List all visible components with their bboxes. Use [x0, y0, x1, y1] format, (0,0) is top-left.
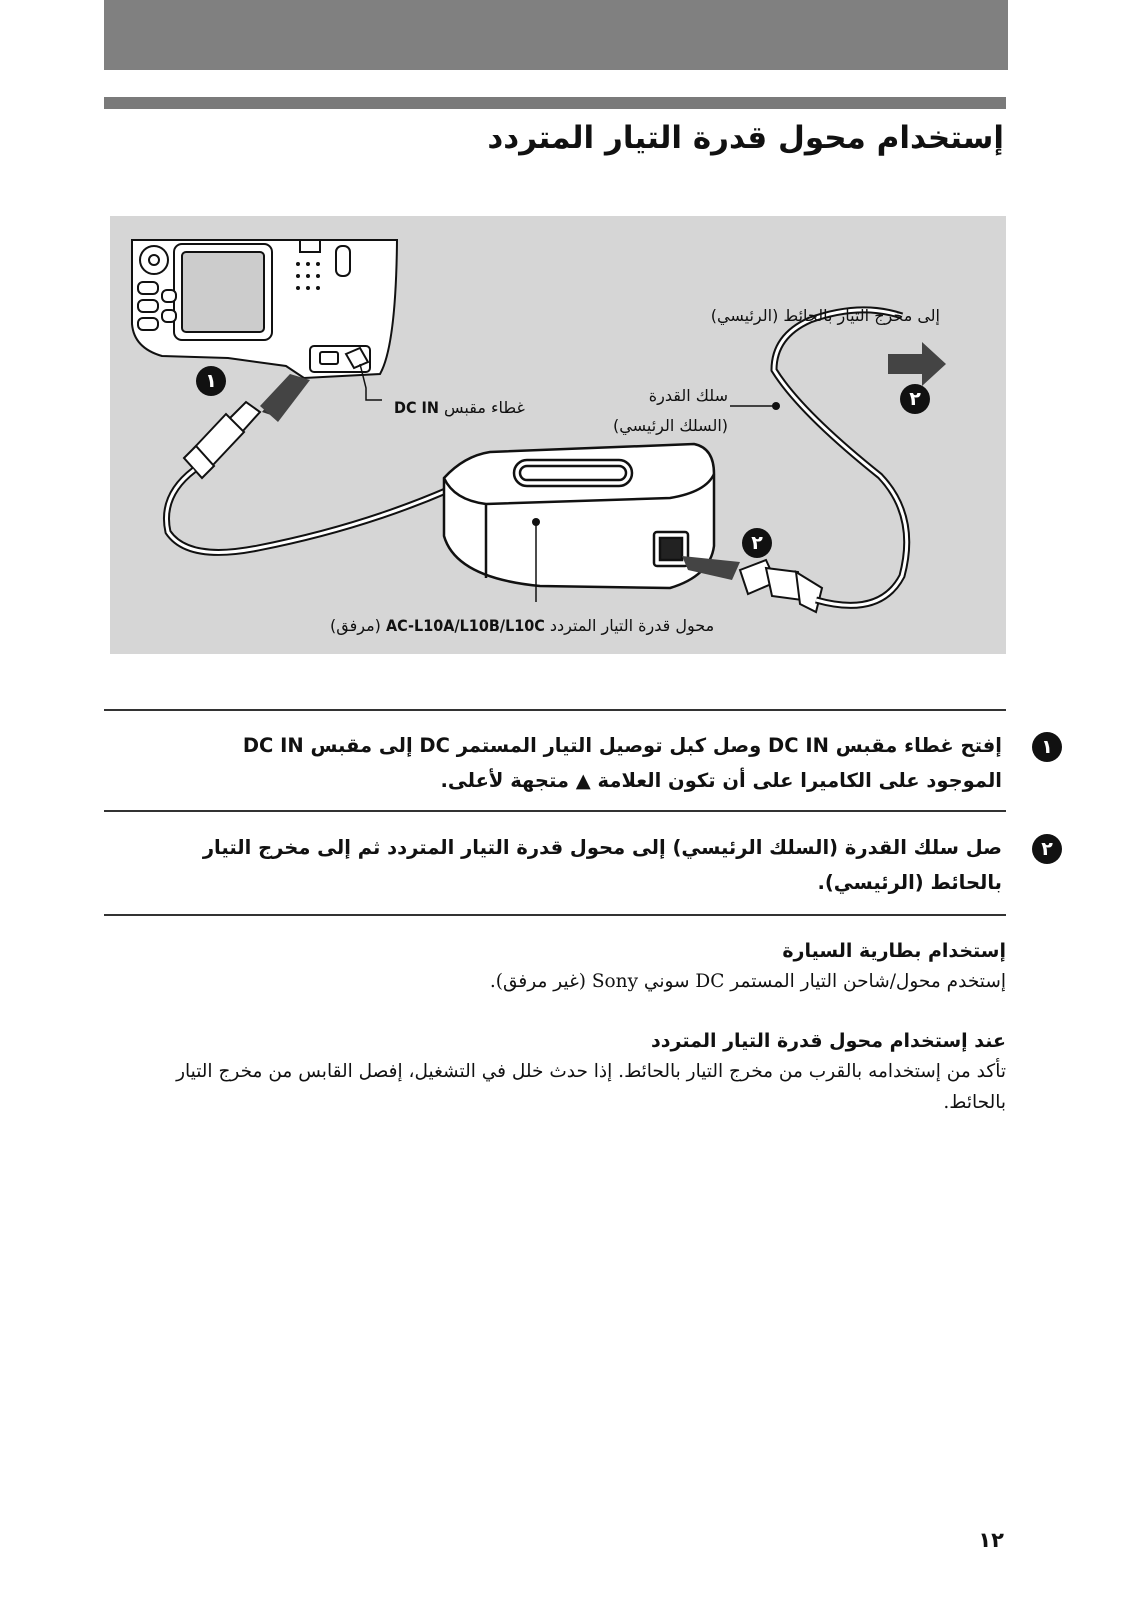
- ac-adapter-drawing: [444, 444, 714, 588]
- note-ac-adapter-text: تأكد من إستخدامه بالقرب من مخرج التيار بالحائط. إذا حدث خلل في التشغيل، إفصل القابس من مخرج التيار بالحائط.: [176, 1061, 1006, 1113]
- step-1-number: ١: [1032, 732, 1062, 762]
- note-ac-adapter-heading: عند إستخدام محول قدرة التيار المتردد: [651, 1030, 1006, 1052]
- step-2-text: صل سلك القدرة (السلك الرئيسي) إلى محول قدرة التيار المتردد ثم إلى مخرج التيار بالحائط (الرئيسي).: [202, 836, 1002, 894]
- connection-drawing: [110, 216, 1006, 654]
- note-car-battery-text: إستخدم محول/شاحن التيار المستمر DC سوني Sony (غير مرفق).: [489, 971, 1006, 992]
- marker-step-2-outlet: ٢: [900, 384, 930, 414]
- camera-drawing: [132, 240, 397, 378]
- label-ac-adapter: [330, 616, 714, 635]
- step-1: [172, 728, 1053, 798]
- marker-step-2-adapter: ٢: [742, 528, 772, 558]
- label-ac-adapter-ar: محول قدرة التيار المتردد: [549, 616, 715, 635]
- label-power-cord: سلك القدرة: [648, 386, 728, 405]
- header-band: [104, 0, 1008, 70]
- label-ac-adapter-note: (مرفق): [330, 616, 381, 635]
- page-title: إستخدام محول قدرة التيار المتردد: [487, 120, 1004, 156]
- page-number: ١٢: [978, 1528, 1004, 1552]
- title-rule: [104, 97, 1006, 109]
- label-dc-in-ar: غطاء مقبس: [444, 398, 525, 417]
- dc-plug-drawing: [184, 402, 260, 478]
- divider: [104, 709, 1006, 711]
- label-wall-outlet: إلى مخرج التيار بالحائط (الرئيسي): [710, 306, 940, 325]
- divider: [104, 914, 1006, 916]
- note-car-battery-heading: إستخدام بطارية السيارة: [782, 940, 1006, 962]
- label-power-cord-main: (السلك الرئيسي): [613, 416, 728, 435]
- step-2-number: ٢: [1032, 834, 1062, 864]
- connection-illustration: [110, 216, 1006, 654]
- step-2: [172, 830, 1053, 900]
- divider: [104, 810, 1006, 812]
- label-dc-in-en: DC IN: [394, 398, 439, 417]
- label-dc-in-jack: [394, 398, 525, 417]
- marker-step-1: ١: [196, 366, 226, 396]
- step-1-text: إفتح غطاء مقبس DC IN وصل كبل توصيل التيار المستمر DC إلى مقبس DC IN الموجود على الكاميرا على أن تكون العلامة ▲ متجهة لأعلى.: [242, 734, 1002, 792]
- label-ac-adapter-model: AC-L10A/L10B/L10C: [385, 616, 545, 635]
- ac-plug-drawing: [740, 560, 822, 612]
